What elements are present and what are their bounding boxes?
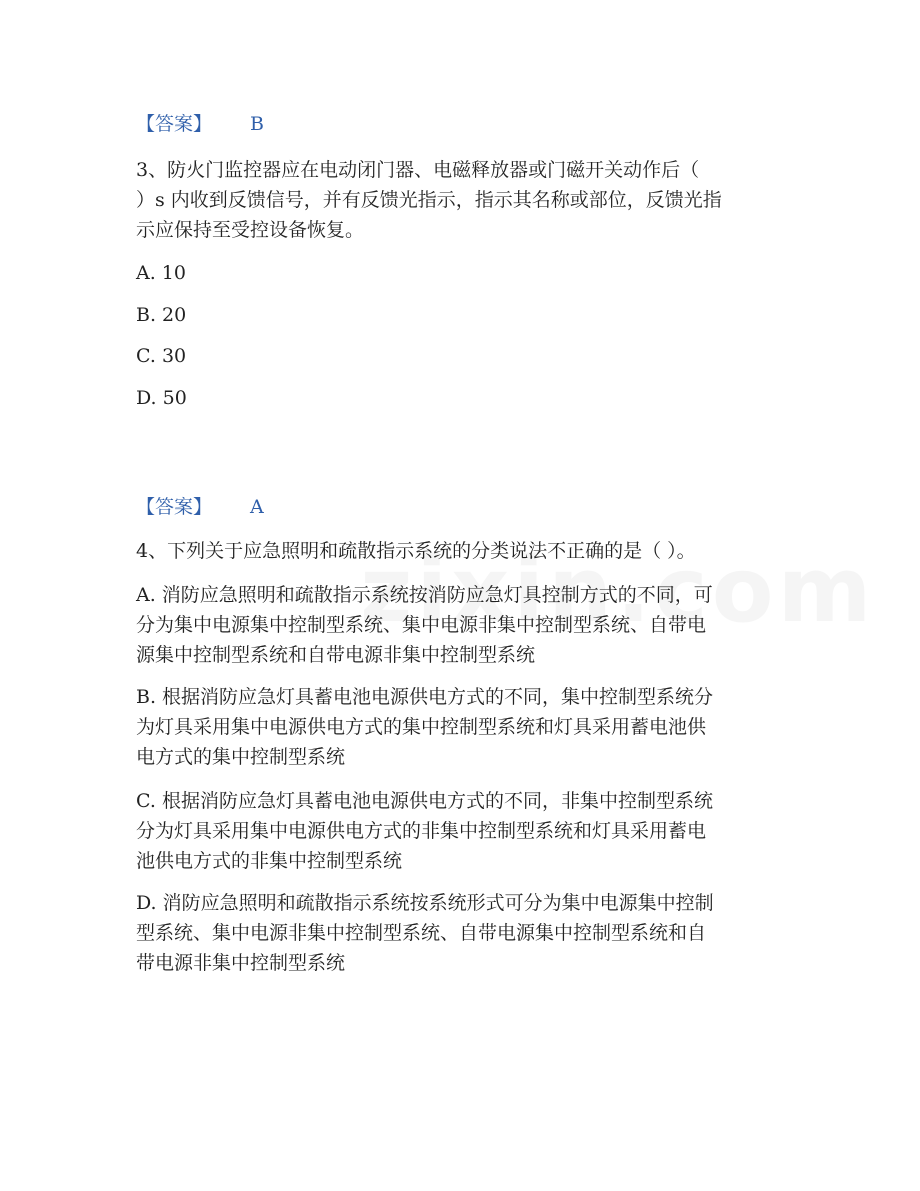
q3-option-b xyxy=(136,300,786,330)
option-line: 源集中控制型系统和自带电源非集中控制型系统 xyxy=(136,644,536,666)
q3-stem-line: ）s 内收到反馈信号，并有反馈光指示，指示其名称或部位，反馈光指 xyxy=(136,189,722,211)
option-text: B. 20 xyxy=(136,304,187,326)
q3-stem xyxy=(136,155,786,245)
option-line: B. 根据消防应急灯具蓄电池电源供电方式的不同，集中控制型系统分 xyxy=(136,686,714,708)
option-line: 带电源非集中控制型系统 xyxy=(136,952,346,974)
q4-stem xyxy=(136,536,786,566)
q4-option-c xyxy=(136,786,786,876)
option-line: 池供电方式的非集中控制型系统 xyxy=(136,850,403,872)
option-line: C. 根据消防应急灯具蓄电池电源供电方式的不同，非集中控制型系统 xyxy=(136,790,713,812)
answer-label: 【答案】 xyxy=(136,496,213,518)
answer-value: B xyxy=(250,113,264,135)
option-line: 型系统、集中电源非集中控制型系统、自带电源集中控制型系统和自 xyxy=(136,922,707,944)
option-line: 为灯具采用集中电源供电方式的集中控制型系统和灯具采用蓄电池供 xyxy=(136,716,707,738)
q4-option-a xyxy=(136,580,786,670)
q4-option-d xyxy=(136,888,786,978)
q3-option-d xyxy=(136,383,786,413)
option-line: D. 消防应急照明和疏散指示系统按系统形式可分为集中电源集中控制 xyxy=(136,892,714,914)
option-line: 分为集中电源集中控制型系统、集中电源非集中控制型系统、自带电 xyxy=(136,614,707,636)
q4-option-b xyxy=(136,682,786,772)
option-line: A. 消防应急照明和疏散指示系统按消防应急灯具控制方式的不同，可 xyxy=(136,584,713,606)
option-line: 电方式的集中控制型系统 xyxy=(136,746,346,768)
q3-option-c xyxy=(136,341,786,371)
option-text: A. 10 xyxy=(136,262,186,284)
q3-option-a xyxy=(136,258,786,288)
answer-value: A xyxy=(250,496,264,518)
option-text: D. 50 xyxy=(136,387,187,409)
q4-answer xyxy=(136,494,264,520)
q3-stem-line: 3、防火门监控器应在电动闭门器、电磁释放器或门磁开关动作后（ xyxy=(136,159,700,181)
option-line: 分为灯具采用集中电源供电方式的非集中控制型系统和灯具采用蓄电 xyxy=(136,820,707,842)
q3-answer xyxy=(136,111,264,137)
answer-label: 【答案】 xyxy=(136,113,213,135)
q3-stem-line: 示应保持至受控设备恢复。 xyxy=(136,219,365,241)
q4-stem-line: 4、下列关于应急照明和疏散指示系统的分类说法不正确的是（ ）。 xyxy=(136,540,696,562)
option-text: C. 30 xyxy=(136,345,187,367)
